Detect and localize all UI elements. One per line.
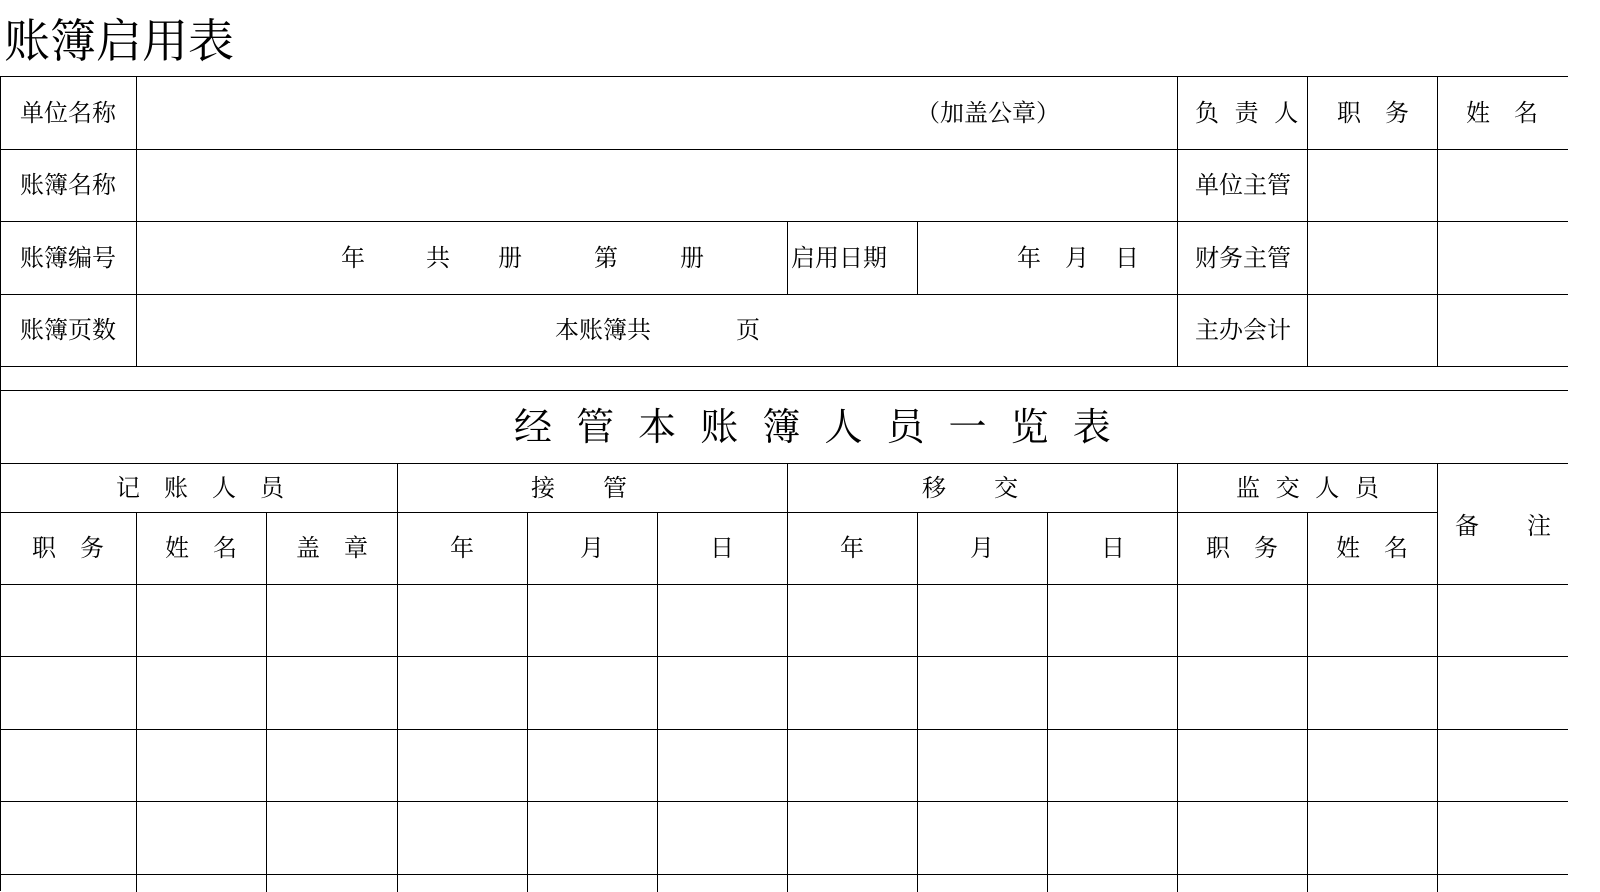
number-no: 第: [594, 244, 618, 272]
grid-line: [266, 512, 267, 892]
grid-line: [0, 463, 1568, 464]
col-takeover-month: 月: [580, 534, 604, 562]
duty-header: 职 务: [1337, 99, 1409, 127]
official-seal-hint: （加盖公章）: [916, 99, 1060, 127]
start-date-label: 启用日期: [791, 244, 887, 272]
supervisor-group-header: 监 交 人 员: [1236, 474, 1383, 502]
grid-line: [0, 221, 1568, 222]
col-duty: 职 务: [32, 534, 104, 562]
grid-line: [1177, 463, 1178, 892]
handover-group-header: 移 交: [922, 474, 1018, 502]
pages-suffix: 页: [736, 316, 760, 344]
grid-line: [0, 656, 1568, 657]
col-seal: 盖 章: [296, 534, 368, 562]
start-date-month: 月: [1065, 244, 1089, 272]
grid-line: [787, 221, 788, 295]
grid-line: [0, 874, 1568, 875]
grid-line: [917, 512, 918, 892]
grid-line: [0, 294, 1568, 295]
grid-line: [0, 729, 1568, 730]
grid-line: [397, 463, 398, 892]
start-date-year: 年: [1017, 244, 1041, 272]
col-supervisor-duty: 职 务: [1206, 534, 1278, 562]
col-takeover-day: 日: [710, 534, 734, 562]
col-handover-month: 月: [970, 534, 994, 562]
grid-line: [136, 512, 137, 892]
grid-line: [0, 149, 1568, 150]
grid-line: [0, 584, 1568, 585]
grid-line: [1177, 76, 1178, 367]
ledger-name-label: 账簿名称: [20, 171, 116, 199]
unit-supervisor-label: 单位主管: [1195, 171, 1291, 199]
grid-line: [527, 512, 528, 892]
grid-line: [787, 463, 788, 892]
grid-line: [917, 221, 918, 295]
chief-accountant-label: 主办会计: [1195, 316, 1291, 344]
grid-line: [1307, 76, 1308, 367]
ledger-number-label: 账簿编号: [20, 244, 116, 272]
ledger-pages-label: 账簿页数: [20, 316, 116, 344]
staff-table-title: 经 管 本 账 簿 人 员 一 览 表: [514, 405, 1117, 449]
grid-line: [1437, 76, 1438, 367]
unit-name-label: 单位名称: [20, 99, 116, 127]
col-supervisor-name: 姓 名: [1336, 534, 1408, 562]
finance-supervisor-label: 财务主管: [1195, 244, 1291, 272]
grid-line: [0, 76, 1568, 77]
form-title: 账簿启用表: [4, 14, 234, 68]
start-date-day: 日: [1115, 244, 1139, 272]
name-header: 姓 名: [1466, 99, 1538, 127]
number-volume-2: 册: [680, 244, 704, 272]
grid-line: [136, 76, 137, 367]
grid-line: [0, 390, 1568, 391]
responsible-person-header: 负 责 人: [1195, 99, 1303, 127]
col-name: 姓 名: [165, 534, 237, 562]
grid-line: [657, 512, 658, 892]
grid-line: [1437, 463, 1438, 892]
remark-header: 备 注: [1455, 512, 1551, 540]
grid-line: [0, 366, 1568, 367]
grid-line: [1307, 512, 1308, 892]
bookkeeper-group-header: 记 账 人 员: [116, 474, 284, 502]
grid-line: [0, 76, 1, 891]
number-volume: 册: [498, 244, 522, 272]
pages-prefix: 本账簿共: [555, 316, 651, 344]
col-handover-day: 日: [1101, 534, 1125, 562]
number-year: 年: [341, 244, 365, 272]
grid-line: [1047, 512, 1048, 892]
grid-line: [0, 512, 1438, 513]
col-takeover-year: 年: [450, 534, 474, 562]
col-handover-year: 年: [840, 534, 864, 562]
takeover-group-header: 接 管: [531, 474, 627, 502]
grid-line: [0, 801, 1568, 802]
number-total: 共: [426, 244, 450, 272]
